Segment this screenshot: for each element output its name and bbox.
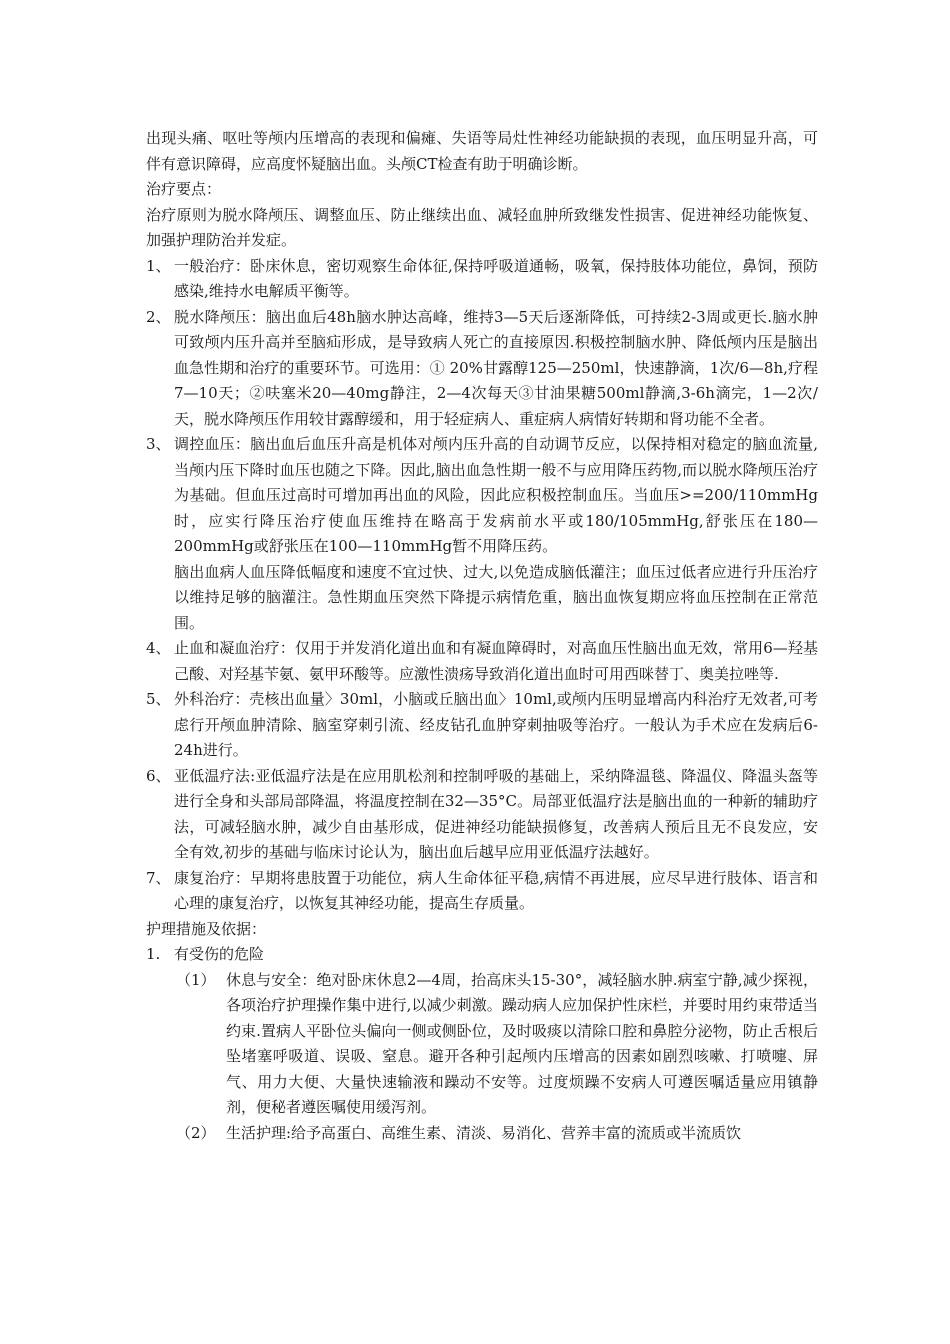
item-number: 6、 <box>146 766 171 785</box>
treatment-item <box>146 254 818 305</box>
item-text: 亚低温疗法:亚低温疗法是在应用肌松剂和控制呼吸的基础上，采纳降温毯、降温仪、降温头盔等进行全身和头部局部降温，将温度控制在32—35°C。局部亚低温疗法是脑出血的一种新的辅助疗法，可减轻脑水肿，减少自由基形成，促进神经功能缺损修复，改善病人预后且无不良发应，安全有效,初步的基础与临床讨论认为，脑出血后越早应用亚低温疗法越好。 <box>174 766 818 861</box>
item-extra-paragraph: 脑出血病人血压降低幅度和速度不宜过快、过大,以免造成脑低灌注；血压过低者应进行升压治疗以维持足够的脑灌注。急性期血压突然下降提示病情危重，脑出血恢复期应将血压控制在正常范围。 <box>174 562 818 632</box>
treatment-item <box>146 432 818 560</box>
nursing-heading: 护理措施及依据： <box>146 919 267 938</box>
item-text: 一般治疗：卧床休息，密切观察生命体征,保持呼吸道通畅，吸氧，保持肢体功能位，鼻饲，预防感染,维持水电解质平衡等。 <box>174 256 818 300</box>
treatment-item <box>146 687 818 764</box>
treatment-item <box>146 764 818 866</box>
sub-item-text: 生活护理:给予高蛋白、高维生素、清淡、易消化、营养丰富的流质或半流质饮 <box>226 1123 742 1142</box>
treatment-item <box>146 305 818 433</box>
nursing-sub-item <box>146 968 818 1121</box>
item-text: 康复治疗：早期将患肢置于功能位，病人生命体征平稳,病情不再进展，应尽早进行肢体、语言和心理的康复治疗，以恢复其神经功能，提高生存质量。 <box>174 868 818 912</box>
item-number: 2、 <box>146 307 171 326</box>
sub-item-number: （1） <box>176 970 216 989</box>
item-number: 1. <box>146 945 161 963</box>
item-number: 4、 <box>146 639 171 657</box>
item-number: 5、 <box>146 690 171 708</box>
nursing-item <box>146 942 818 968</box>
item-text: 外科治疗：壳核出血量〉30ml，小脑或丘脑出血〉10ml,或颅内压明显增高内科治疗无效者,可考虑行开颅血肿清除、脑室穿刺引流、经皮钻孔血肿穿刺抽吸等治疗。一般认为手术应在发病后6-24h进行。 <box>174 690 818 759</box>
nursing-sub-item <box>146 1121 818 1147</box>
item-text: 有受伤的危险 <box>174 945 265 963</box>
document-body <box>146 126 818 1146</box>
treatment-principle: 治疗原则为脱水降颅压、调整血压、防止继续出血、减轻血肿所致继发性损害、促进神经功能恢复、加强护理防治并发症。 <box>146 205 818 249</box>
intro-paragraph: 出现头痛、呕吐等颅内压增高的表现和偏瘫、失语等局灶性神经功能缺损的表现，血压明显升高，可伴有意识障碍，应高度怀疑脑出血。头颅CT检查有助于明确诊断。 <box>146 129 818 173</box>
item-number: 1、 <box>146 256 171 275</box>
item-text: 止血和凝血治疗：仅用于并发消化道出血和有凝血障碍时，对高血压性脑出血无效，常用6—羟基己酸、对羟基苄氨、氨甲环酸等。应激性溃疡导致消化道出血时可用西咪替丁、奥美拉唑等. <box>174 639 818 683</box>
item-text: 调控血压：脑出血后血压升高是机体对颅内压升高的自动调节反应，以保持相对稳定的脑血流量,当颅内压下降时血压也随之下降。因此,脑出血急性期一般不与应用降压药物,而以脱水降颅压治疗为基础。但血压过高时可增加再出血的风险，因此应积极控制血压。当血压>=200/110mmHg时，应实行降压治疗使血压维持在略高于发病前水平或180/105mmHg,舒张压在180—200mmHg或舒张压在100—110mmHg暂不用降压药。 <box>174 435 818 555</box>
sub-item-text: 休息与安全：绝对卧床休息2—4周，抬高床头15-30°，减轻脑水肿.病室宁静,减少探视，各项治疗护理操作集中进行,以减少刺激。躁动病人应加保护性床栏，并要时用约束带适当约束.置病人平卧位头偏向一侧或侧卧位，及时吸痰以清除口腔和鼻腔分泌物，防止舌根后坠堵塞呼吸道、误吸、窒息。避开各种引起颅内压增高的因素如剧烈咳嗽、打喷嚏、屏气、用力大便、大量快速输液和躁动不安等。过度烦躁不安病人可遵医嘱适量应用镇静剂，便秘者遵医嘱使用缓泻剂。 <box>226 970 818 1116</box>
treatment-item <box>146 636 818 687</box>
item-number: 7、 <box>146 868 171 887</box>
item-number: 3、 <box>146 435 171 453</box>
item-text: 脱水降颅压：脑出血后48h脑水肿达高峰，维持3—5天后逐渐降低，可持续2-3周或更长.脑水肿可致颅内压升高并至脑疝形成，是导致病人死亡的直接原因.积极控制脑水肿、降低颅内压是脑出血急性期和治疗的重要环节。可选用：① 20%甘露醇125—250ml，快速静滴，1次/6—8h,疗程7—10天；②呋塞米20—40mg静注，2—4次每天③甘油果糖500ml静滴,3-6h滴完，1—2次/天，脱水降颅压作用较甘露醇缓和，用于轻症病人、重症病人病情好转期和肾功能不全者。 <box>174 307 818 428</box>
treatment-item <box>146 866 818 917</box>
sub-item-number: （2） <box>176 1123 216 1142</box>
treatment-heading: 治疗要点： <box>146 180 222 198</box>
